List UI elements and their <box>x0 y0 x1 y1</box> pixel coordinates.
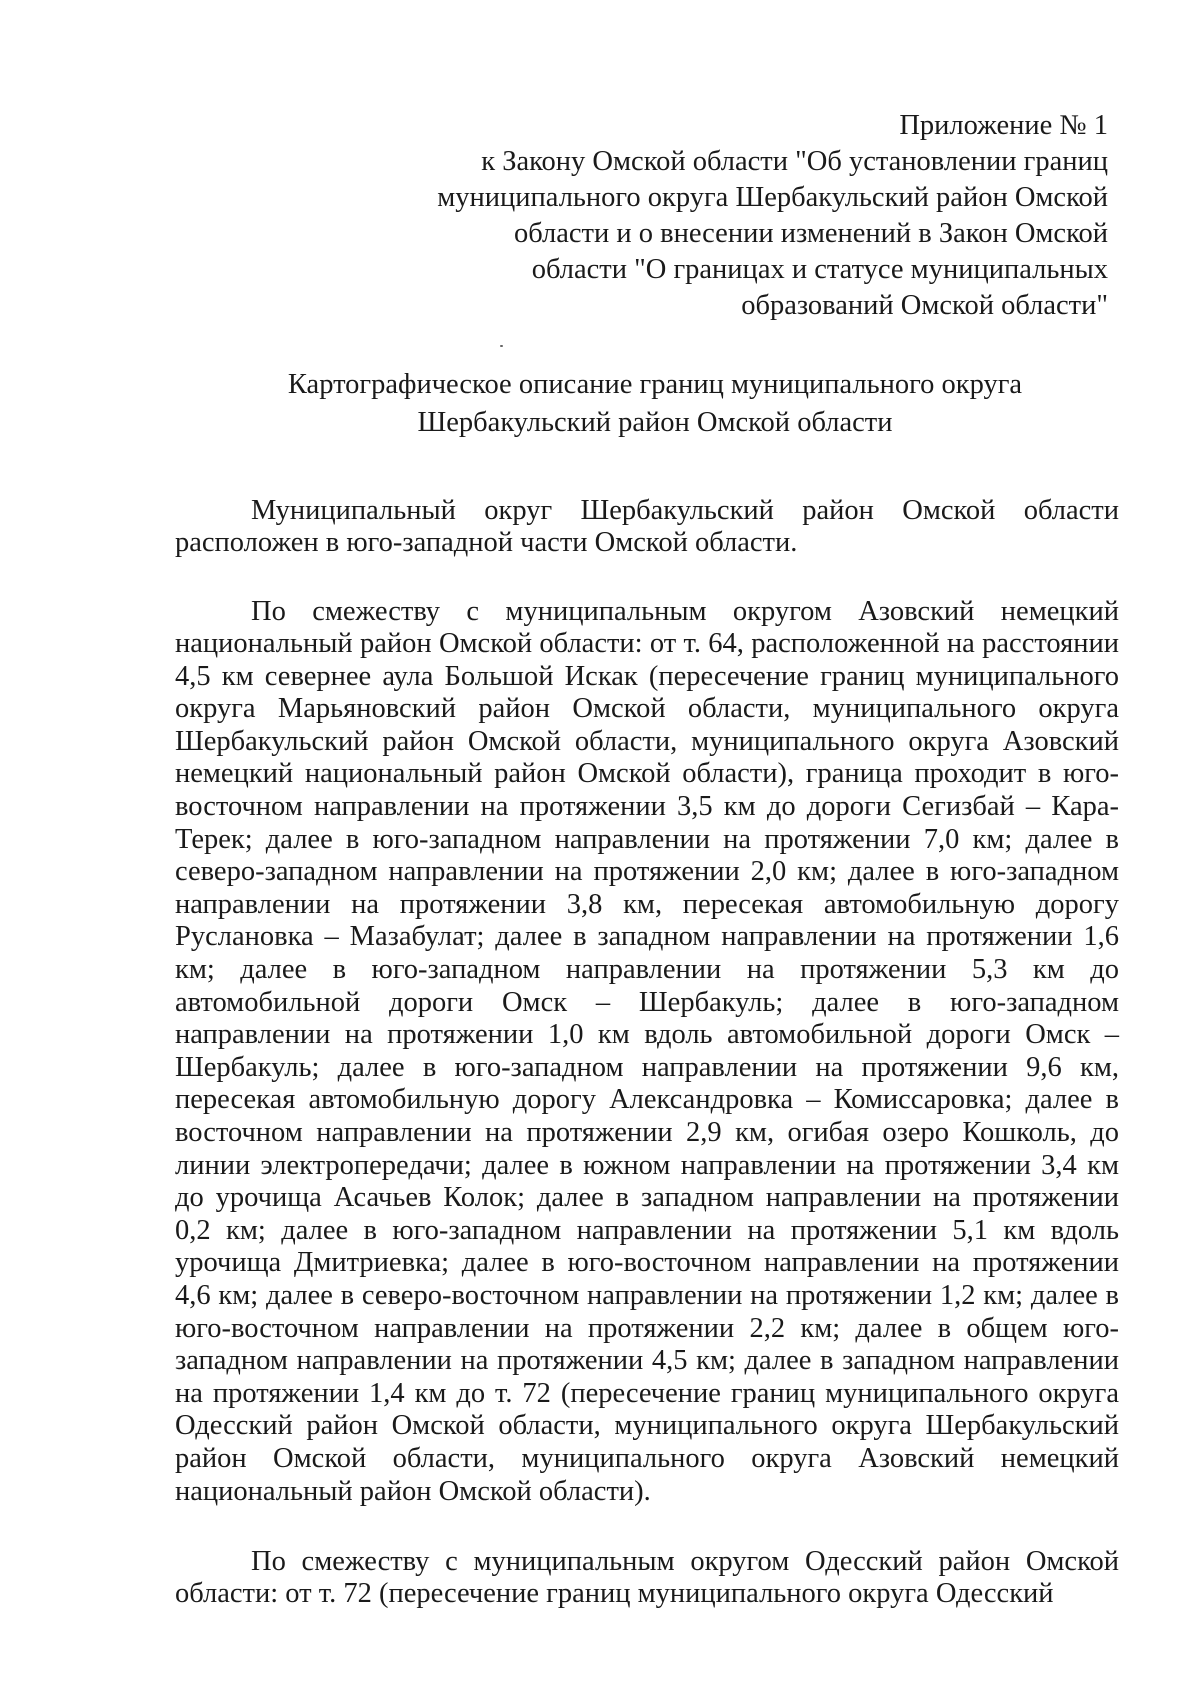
title-line-1: Картографическое описание границ муниципального округа <box>287 369 1023 400</box>
title-line-2: Шербакульский район Омской области <box>417 407 893 438</box>
appendix-line: муниципального округа Шербакульский район Омской <box>437 182 1108 213</box>
appendix-line: образований Омской области" <box>741 290 1108 321</box>
appendix-line: области "О границах и статусе муниципальных <box>531 254 1108 285</box>
appendix-line: Приложение № 1 <box>899 110 1108 141</box>
document-title <box>0 366 1200 442</box>
appendix-line: области и о внесении изменений в Закон Омской <box>513 218 1108 249</box>
paragraph-azov-boundary: По смежеству с муниципальным округом Азовский немецкий национальный район Омской области: от т. 64, расположенной на расстоянии 4,5 км севернее аула Большой Искак (пересечение границ муниципального округа Марьяновский район Омской области, муниципального округа Шербакульский район Омской области, муниципального округа Азовский немецкий национальный район Омской области), граница проходит в юго-восточном направлении на протяжении 3,5 км до дороги Сегизбай – Кара-Терек; далее в юго-западном направлении на протяжении 7,0 км; далее в северо-западном направлении на протяжении 2,0 км; далее в юго-западном направлении на протяжении 3,8 км, пересекая автомобильную дорогу Руслановка – Мазабулат; далее в западном направлении на протяжении 1,6 км; далее в юго-западном направлении на протяжении 5,3 км до автомобильной дороги Омск – Шербакуль; далее в юго-западном направлении на протяжении 1,0 км вдоль автомобильной дороги Омск – Шербакуль; далее в юго-западном направлении на протяжении 9,6 км, пересекая автомобильную дорогу Александровка – Комиссаровка; далее в восточном направлении на протяжении 2,9 км, огибая озеро Кошколь, до линии электропередачи; далее в южном направлении на протяжении 3,4 км до урочища Асачьев Колок; далее в западном направлении на протяжении 0,2 км; далее в юго-западном направлении на протяжении 5,1 км вдоль урочища Дмитриевка; далее в юго-восточном направлении на протяжении 4,6 км; далее в северо-восточном направлении на протяжении 1,2 км; далее в юго-восточном направлении на протяжении 2,2 км; далее в общем юго-западном направлении на протяжении 4,5 км; далее в западном направлении на протяжении 1,4 км до т. 72 (пересечение границ муниципального округа Одесский район Омской области, муниципального округа Шербакульский район Омской области, муниципального округа Азовский немецкий национальный район Омской области). <box>175 595 1119 1507</box>
appendix-header <box>388 108 1108 324</box>
paragraph-intro: Муниципальный округ Шербакульский район Омской области расположен в юго-западной части Омской области. <box>175 494 1119 559</box>
appendix-line: к Закону Омской области "Об установлении границ <box>481 146 1108 177</box>
paragraph-odessa-boundary: По смежеству с муниципальным округом Одесский район Омской области: от т. 72 (пересечение границ муниципального округа Одесский <box>175 1545 1119 1610</box>
scan-speck <box>500 345 503 347</box>
